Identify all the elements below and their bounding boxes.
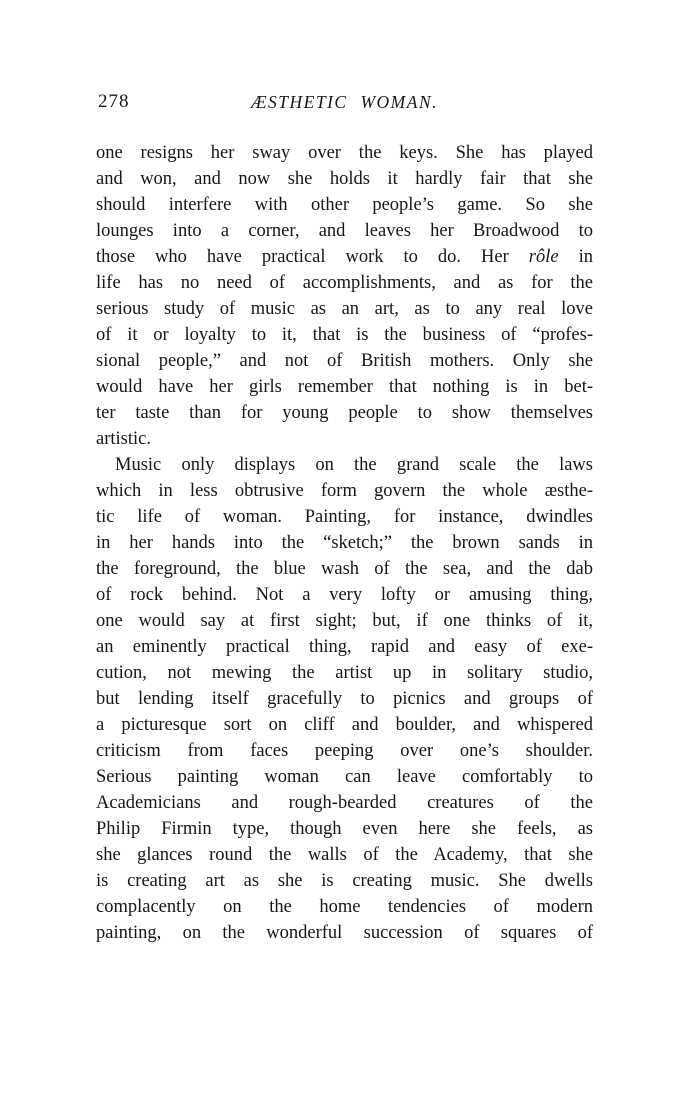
italic-text-segment: rôle [528, 247, 559, 267]
text-line [96, 296, 593, 322]
text-segment: is creating art as she is creating music. She dwells [96, 871, 593, 891]
text-line [96, 868, 593, 894]
text-line [96, 530, 593, 556]
text-line [96, 556, 593, 582]
text-line [96, 660, 593, 686]
text-line [96, 634, 593, 660]
text-segment: of it or loyalty to it, that is the business of “profes- [96, 325, 593, 345]
text-line [96, 322, 593, 348]
text-line [96, 426, 593, 452]
text-segment: the foreground, the blue wash of the sea, and the dab [96, 559, 593, 579]
page-number: 278 [98, 91, 130, 112]
text-line [96, 920, 593, 946]
text-line [96, 374, 593, 400]
text-segment: Academicians and rough-bearded creatures of the [96, 793, 593, 813]
running-header [96, 91, 593, 115]
text-segment: would have her girls remember that nothing is in bet- [96, 377, 593, 397]
text-line [96, 816, 593, 842]
text-segment: sional people,” and not of British mothers. Only she [96, 351, 593, 371]
text-line [96, 140, 593, 166]
text-segment: cution, not mewing the artist up in solitary studio, [96, 663, 593, 683]
text-line [96, 842, 593, 868]
text-segment: lounges into a corner, and leaves her Broadwood to [96, 221, 593, 241]
text-segment: those who have practical work to do. Her [96, 247, 529, 267]
text-segment: complacently on the home tendencies of modern [96, 897, 593, 917]
text-segment: serious study of music as an art, as to any real love [96, 299, 593, 319]
text-segment: Serious painting woman can leave comfortably to [96, 767, 593, 787]
text-segment: artistic. [96, 429, 151, 449]
text-segment: but lending itself gracefully to picnics and groups of [96, 689, 593, 709]
text-segment: Music only displays on the grand scale the laws [115, 455, 593, 475]
text-segment: in [558, 247, 593, 267]
text-line [96, 686, 593, 712]
text-line [96, 608, 593, 634]
text-line [96, 400, 593, 426]
text-line [96, 504, 593, 530]
text-segment: one resigns her sway over the keys. She has played [96, 143, 593, 163]
text-segment: should interfere with other people’s game. So she [96, 195, 593, 215]
text-segment: Philip Firmin type, though even here she feels, as [96, 819, 593, 839]
page-body [96, 140, 593, 946]
text-line [96, 452, 593, 478]
text-line [96, 166, 593, 192]
text-segment: she glances round the walls of the Academy, that she [96, 845, 593, 865]
running-head-title: ÆSTHETIC WOMAN. [250, 92, 438, 112]
text-segment: in her hands into the “sketch;” the brown sands in [96, 533, 593, 553]
text-line [96, 270, 593, 296]
text-segment: tic life of woman. Painting, for instance, dwindles [96, 507, 593, 527]
text-line [96, 244, 593, 270]
text-line [96, 348, 593, 374]
text-line [96, 478, 593, 504]
text-segment: an eminently practical thing, rapid and easy of exe- [96, 637, 593, 657]
text-segment: of rock behind. Not a very lofty or amusing thing, [96, 585, 593, 605]
text-segment: painting, on the wonderful succession of squares of [96, 923, 593, 943]
text-segment: a picturesque sort on cliff and boulder, and whispered [96, 715, 593, 735]
text-line [96, 894, 593, 920]
text-segment: ter taste than for young people to show themselves [96, 403, 593, 423]
text-line [96, 712, 593, 738]
text-line [96, 218, 593, 244]
text-line [96, 764, 593, 790]
text-segment: life has no need of accomplishments, and as for the [96, 273, 593, 293]
text-segment: and won, and now she holds it hardly fair that she [96, 169, 593, 189]
text-segment: which in less obtrusive form govern the whole æsthe- [96, 481, 593, 501]
text-line [96, 790, 593, 816]
text-line [96, 192, 593, 218]
text-line [96, 738, 593, 764]
text-line [96, 582, 593, 608]
text-segment: one would say at first sight; but, if one thinks of it, [96, 611, 593, 631]
text-segment: criticism from faces peeping over one’s shoulder. [96, 741, 593, 761]
